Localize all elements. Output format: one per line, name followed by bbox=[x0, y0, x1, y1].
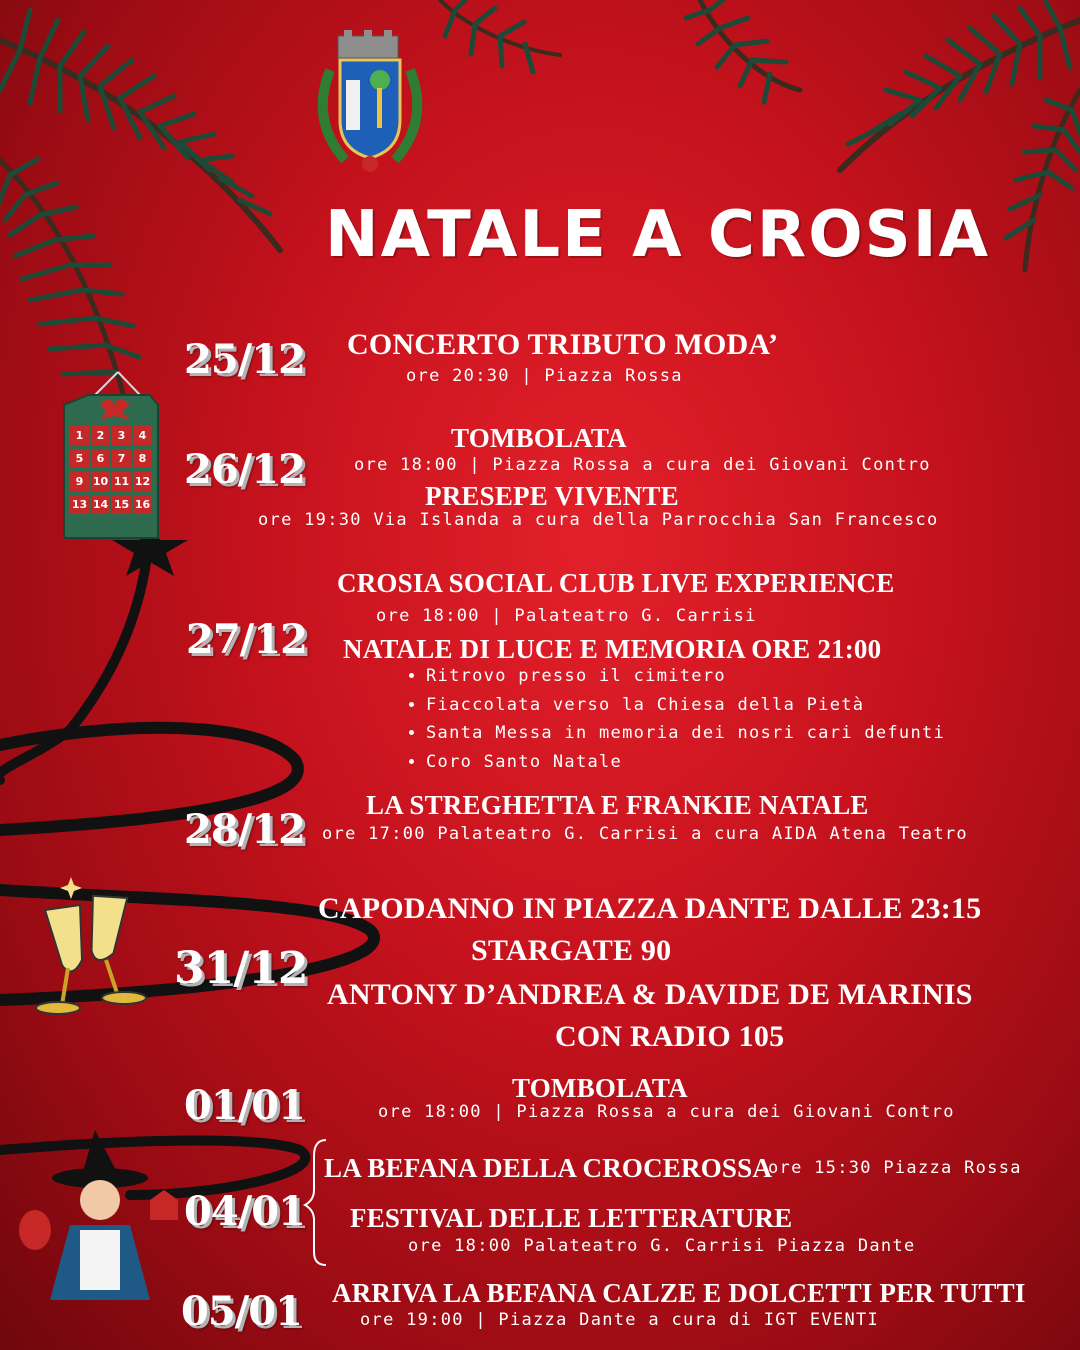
advent-day: 11 bbox=[112, 472, 131, 491]
event-title: NATALE DI LUCE E MEMORIA ORE 21:00 bbox=[343, 634, 882, 664]
advent-day: 2 bbox=[91, 426, 110, 445]
event-title: TOMBOLATA bbox=[451, 423, 627, 453]
event-date: 28/12 bbox=[184, 806, 305, 853]
event-date: 26/12 bbox=[184, 446, 305, 493]
advent-day: 10 bbox=[91, 472, 110, 491]
event-date: 27/12 bbox=[186, 616, 307, 663]
event-date: 31/12 bbox=[174, 943, 308, 994]
advent-day: 8 bbox=[133, 449, 152, 468]
list-item: • Ritrovo presso il cimitero bbox=[426, 662, 945, 691]
advent-day: 4 bbox=[133, 426, 152, 445]
event-title: STARGATE 90 bbox=[471, 934, 672, 967]
event-detail: ore 17:00 Palateatro G. Carrisi a cura AIDA Atena Teatro bbox=[322, 824, 968, 844]
advent-day: 3 bbox=[112, 426, 131, 445]
event-title: LA STREGHETTA E FRANKIE NATALE bbox=[366, 790, 869, 820]
event-date: 01/01 bbox=[184, 1082, 305, 1129]
advent-day: 16 bbox=[133, 495, 152, 514]
event-title: ANTONY D’ANDREA & DAVIDE DE MARINIS bbox=[327, 978, 973, 1011]
advent-day: 13 bbox=[70, 495, 89, 514]
event-title: TOMBOLATA bbox=[512, 1073, 688, 1103]
advent-day: 12 bbox=[133, 472, 152, 491]
event-detail: ore 20:30 | Piazza Rossa bbox=[406, 366, 683, 386]
befana-witch-icon bbox=[19, 1130, 178, 1300]
event-title: PRESEPE VIVENTE bbox=[425, 481, 679, 511]
advent-day: 15 bbox=[112, 495, 131, 514]
advent-day: 1 bbox=[70, 426, 89, 445]
event-title: FESTIVAL DELLE LETTERATURE bbox=[350, 1203, 793, 1233]
event-detail: ore 15:30 Piazza Rossa bbox=[768, 1158, 1022, 1178]
event-date: 04/01 bbox=[184, 1188, 305, 1235]
advent-day: 14 bbox=[91, 495, 110, 514]
page-title: NATALE A CROSIA bbox=[325, 198, 991, 272]
event-title: CAPODANNO IN PIAZZA DANTE DALLE 23:15 bbox=[318, 892, 982, 925]
event-bullet-list bbox=[400, 662, 945, 776]
event-title: CROSIA SOCIAL CLUB LIVE EXPERIENCE bbox=[337, 568, 895, 598]
advent-day: 6 bbox=[91, 449, 110, 468]
coat-of-arms-icon bbox=[323, 30, 418, 172]
event-date: 05/01 bbox=[181, 1288, 302, 1335]
event-title: ARRIVA LA BEFANA CALZE E DOLCETTI PER TUTTI bbox=[332, 1278, 1026, 1308]
event-date: 25/12 bbox=[184, 336, 305, 383]
advent-day: 7 bbox=[112, 449, 131, 468]
event-title: LA BEFANA DELLA CROCEROSSA bbox=[324, 1153, 773, 1183]
advent-day: 9 bbox=[70, 472, 89, 491]
event-title: CON RADIO 105 bbox=[555, 1020, 785, 1053]
event-detail: ore 18:00 | Piazza Rossa a cura dei Giovani Contro bbox=[354, 455, 931, 475]
list-item: • Fiaccolata verso la Chiesa della Pietà bbox=[426, 691, 945, 720]
event-detail: ore 18:00 | Piazza Rossa a cura dei Giovani Contro bbox=[378, 1102, 955, 1122]
advent-day: 5 bbox=[70, 449, 89, 468]
event-detail: ore 19:00 | Piazza Dante a cura di IGT EVENTI bbox=[360, 1310, 880, 1330]
event-detail: ore 19:30 Via Islanda a cura della Parrocchia San Francesco bbox=[258, 510, 939, 530]
advent-calendar-grid bbox=[70, 426, 154, 514]
event-detail: ore 18:00 Palateatro G. Carrisi Piazza Dante bbox=[408, 1236, 916, 1256]
list-item: • Coro Santo Natale bbox=[426, 748, 945, 777]
event-title: CONCERTO TRIBUTO MODA’ bbox=[347, 328, 779, 361]
event-detail: ore 18:00 | Palateatro G. Carrisi bbox=[376, 606, 757, 626]
list-item: • Santa Messa in memoria dei nosri cari defunti bbox=[426, 719, 945, 748]
